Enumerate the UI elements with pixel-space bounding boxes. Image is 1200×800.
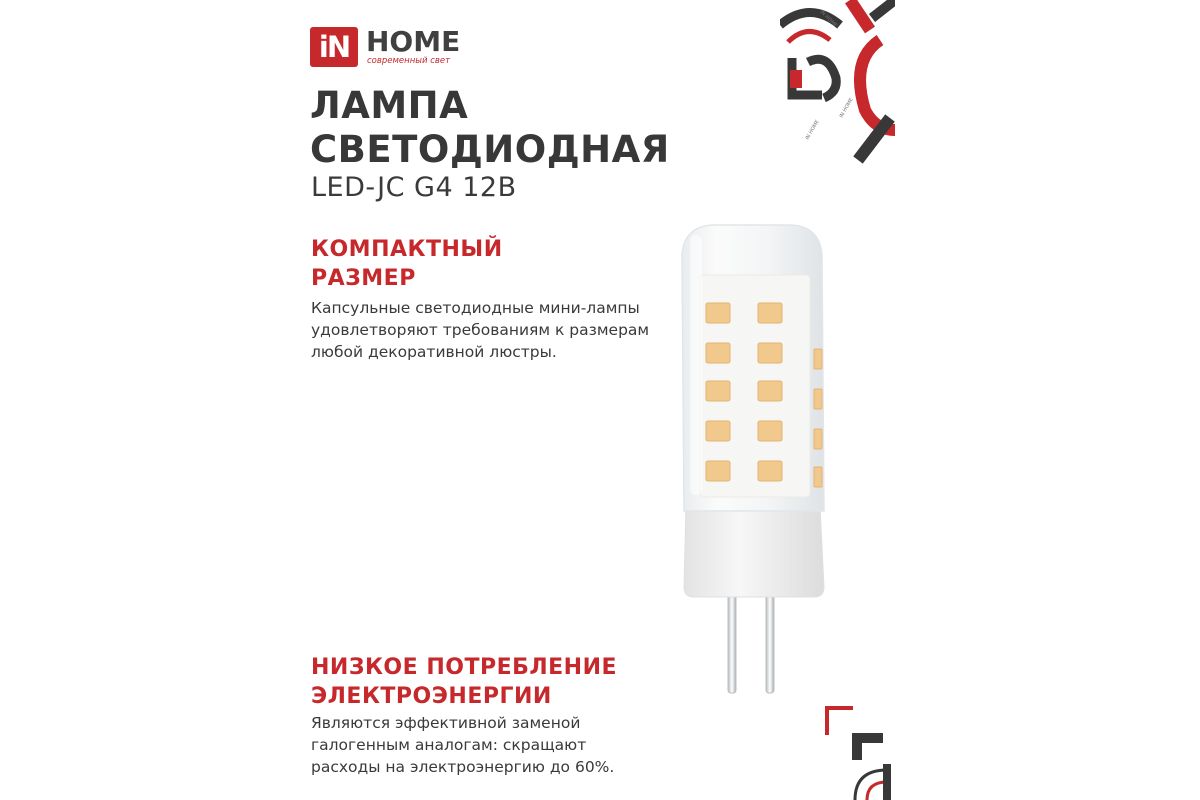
bulb-highlight	[690, 235, 702, 495]
product-model: LED-JC G4 12В	[311, 172, 517, 203]
decor-top-graphic	[780, 0, 895, 165]
decor-red-square	[790, 70, 802, 88]
feature-1-heading-line-1: КОМПАКТНЫЙ	[311, 237, 503, 262]
led-chip	[758, 381, 782, 401]
feature-2-text-line: расходы на электроэнергию до 60%.	[311, 758, 615, 776]
feature-1-text-line: Капсульные светодиодные мини-лампы	[311, 299, 640, 317]
title-line-2: СВЕТОДИОДНАЯ	[310, 128, 670, 171]
feature-2-text	[311, 712, 641, 778]
led-chip	[706, 381, 730, 401]
decor-dark-bar-bottom	[883, 764, 891, 800]
led-chip	[814, 349, 822, 369]
feature-2-text-line: галогенным аналогам: скращают	[311, 736, 587, 754]
decor-arc-bottom	[855, 770, 887, 800]
feature-2-heading-line-1: НИЗКОЕ ПОТРЕБЛЕНИЕ	[311, 655, 618, 680]
feature-2-text-line: Являются эффективной заменой	[311, 714, 581, 732]
feature-1-text-line: любой декоративной люстры.	[311, 343, 557, 361]
logo-in-box: iN	[310, 27, 358, 67]
decor-watermark: IN HOME	[818, 9, 839, 29]
led-chip	[758, 461, 782, 481]
brand-logo	[310, 27, 470, 69]
decor-bottom-graphic	[815, 700, 895, 800]
bulb-base	[684, 505, 824, 597]
led-chip	[706, 343, 730, 363]
led-bulb-image	[640, 215, 860, 705]
led-chip	[706, 303, 730, 323]
feature-1-heading	[311, 235, 631, 293]
feature-1-text	[311, 297, 651, 363]
feature-1-text-line: удовлетворяют требованиям к размерам	[311, 321, 650, 339]
decor-arc-dark-inner	[788, 31, 830, 42]
decor-red-bar	[850, 0, 870, 30]
feature-1-heading-line-2: РАЗМЕР	[311, 266, 416, 291]
decor-red-arc	[860, 40, 895, 130]
led-chip	[758, 303, 782, 323]
title-line-1: ЛАМПА	[310, 84, 469, 127]
feature-2-heading	[311, 653, 691, 711]
logo-home-text: HOME	[366, 25, 461, 58]
led-chip	[814, 467, 822, 487]
led-chip	[706, 461, 730, 481]
decor-dark-bar	[872, 0, 895, 18]
led-chip	[758, 343, 782, 363]
led-chip	[758, 421, 782, 441]
led-chip	[814, 429, 822, 449]
decor-red-corner	[827, 708, 853, 735]
led-chip	[814, 389, 822, 409]
led-chip	[706, 421, 730, 441]
decor-watermark: IN HOME	[804, 118, 821, 141]
logo-tagline: современный свет	[367, 56, 451, 66]
decor-watermark: IN HOME	[838, 96, 855, 119]
decor-dark-corner	[857, 738, 883, 760]
feature-2-heading-line-2: ЭЛЕКТРОЭНЕРГИИ	[311, 684, 552, 709]
product-title	[310, 84, 670, 172]
